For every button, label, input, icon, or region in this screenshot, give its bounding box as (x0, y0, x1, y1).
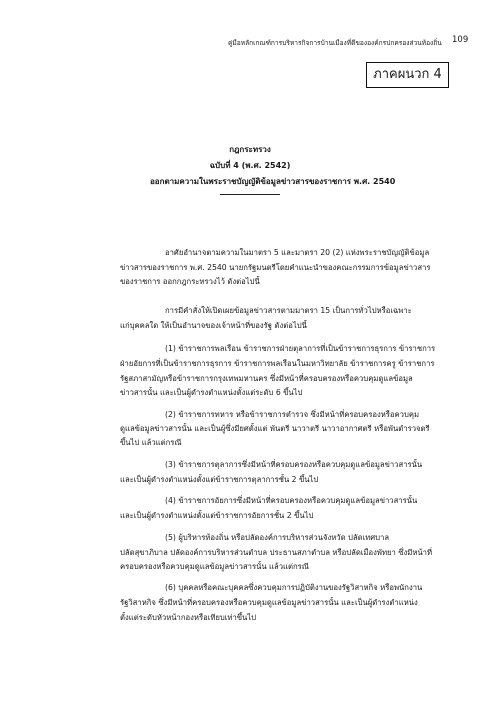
body-text-line: และเป็นผู้ดำรงตำแหน่งตั้งแต่ข้าราชการตุลาการชั้น 2 ขึ้นไป (120, 475, 319, 484)
body-text-line: ตั้งแต่ระดับหัวหน้ากองหรือเทียบเท่าขึ้นไป (120, 613, 257, 622)
body-text-line: (6) บุคคลหรือคณะบุคคลซึ่งควบคุมการปฏิบัติงานของรัฐวิสาหกิจ หรือพนักงาน (165, 583, 423, 592)
annex-label-box: ภาคผนวก 4 (366, 62, 449, 88)
body-text-line: ของราชการ ออกกฎกระทรวงไว้ ดังต่อไปนี้ (120, 277, 260, 286)
document-title-block (150, 142, 396, 195)
body-text-line: การมีคำสั่งให้เปิดเผยข้อมูลข่าวสารตามมาตรา 15 เป็นการทั่วไปหรือเฉพาะ (165, 306, 412, 315)
body-text-line: รัฐวิสาหกิจ ซึ่งมีหน้าที่ครอบครองหรือควบคุมดูแลข้อมูลข่าวสารนั้น และเป็นผู้ดำรงตำแหน่ง (120, 598, 418, 607)
body-text-line: (4) ข้าราชการอัยการซึ่งมีหน้าที่ครอบครองหรือควบคุมดูแลข้อมูลข่าวสารนั้น (165, 496, 418, 505)
running-header: คู่มือหลักเกณฑ์การบริหารกิจการบ้านเมืองที่ดีขององค์กรปกครองส่วนท้องถิ่น (228, 39, 442, 47)
body-text-line: ฝ่ายอัยการที่เป็นข้าราชการธุรการ ข้าราชการพลเรือนในมหาวิทยาลัย ข้าราชการครู ข้าราชการ (120, 359, 435, 368)
title-rule (220, 194, 280, 195)
body-text-line: แก่บุคคลใด ให้เป็นอำนาจของเจ้าหน้าที่ของรัฐ ดังต่อไปนี้ (120, 321, 307, 330)
body-text-line: และเป็นผู้ดำรงตำแหน่งตั้งแต่ข้าราชการอัยการชั้น 2 ขึ้นไป (120, 511, 314, 520)
title-line-2: ฉบับที่ 4 (พ.ศ. 2542) (209, 161, 291, 170)
body-text-line: (2) ข้าราชการทหาร หรือข้าราชการตำรวจ ซึ่งมีหน้าที่ครอบครองหรือควบคุม (165, 410, 420, 419)
body-text-line: อาศัยอำนาจตามความในมาตรา 5 และมาตรา 20 (2) แห่งพระราชบัญญัติข้อมูล (165, 248, 430, 257)
body-text-line: ครอบครองหรือควบคุมดูแลข้อมูลข่าวสารนั้น แล้วแต่กรณี (120, 562, 309, 571)
body-text-line: (5) ผู้บริหารท้องถิ่น หรือปลัดองค์การบริหารส่วนจังหวัด ปลัดเทศบาล (165, 533, 390, 542)
body-text-line: ขึ้นไป แล้วแต่กรณี (120, 438, 182, 447)
title-line-3: ออกตามความในพระราชบัญญัติข้อมูลข่าวสารของราชการ พ.ศ. 2540 (150, 177, 396, 186)
page-number: 109 (452, 35, 469, 45)
body-text-line: รัฐสภาสามัญหรือข้าราชการกรุงเทพมหานคร ซึ่งมีหน้าที่ครอบครองหรือควบคุมดูแลข้อมูล (120, 374, 413, 383)
body-text-line: (1) ข้าราชการพลเรือน ข้าราชการฝ่ายตุลาการที่เป็นข้าราชการธุรการ ข้าราชการ (165, 344, 436, 353)
body-text-line: ดูแลข้อมูลข่าวสารนั้น และเป็นผู้ซึ่งมียศตั้งแต่ พันตรี นาวาตรี นาวาอากาศตรี หรือพันตำรวจตรี (120, 424, 430, 433)
body-text-line: ปลัดสุขาภิบาล ปลัดองค์การบริหารส่วนตำบล ประธานสภาตำบล หรือปลัดเมืองพัทยา ซึ่งมีหน้าที่ (120, 548, 433, 557)
title-line-1: กฎกระทรวง (229, 145, 271, 154)
body-text-line: ข่าวสารของราชการ พ.ศ. 2540 นายกรัฐมนตรีโดยคำแนะนำของคณะกรรมการข้อมูลข่าวสาร (120, 263, 431, 272)
body-text-line: ข่าวสารนั้น และเป็นผู้ดำรงตำแหน่งตั้งแต่ระดับ 6 ขึ้นไป (120, 388, 303, 397)
body-text-line: (3) ข้าราชการตุลาการซึ่งมีหน้าที่ครอบครองหรือควบคุมดูแลข้อมูลข่าวสารนั้น (165, 460, 423, 469)
